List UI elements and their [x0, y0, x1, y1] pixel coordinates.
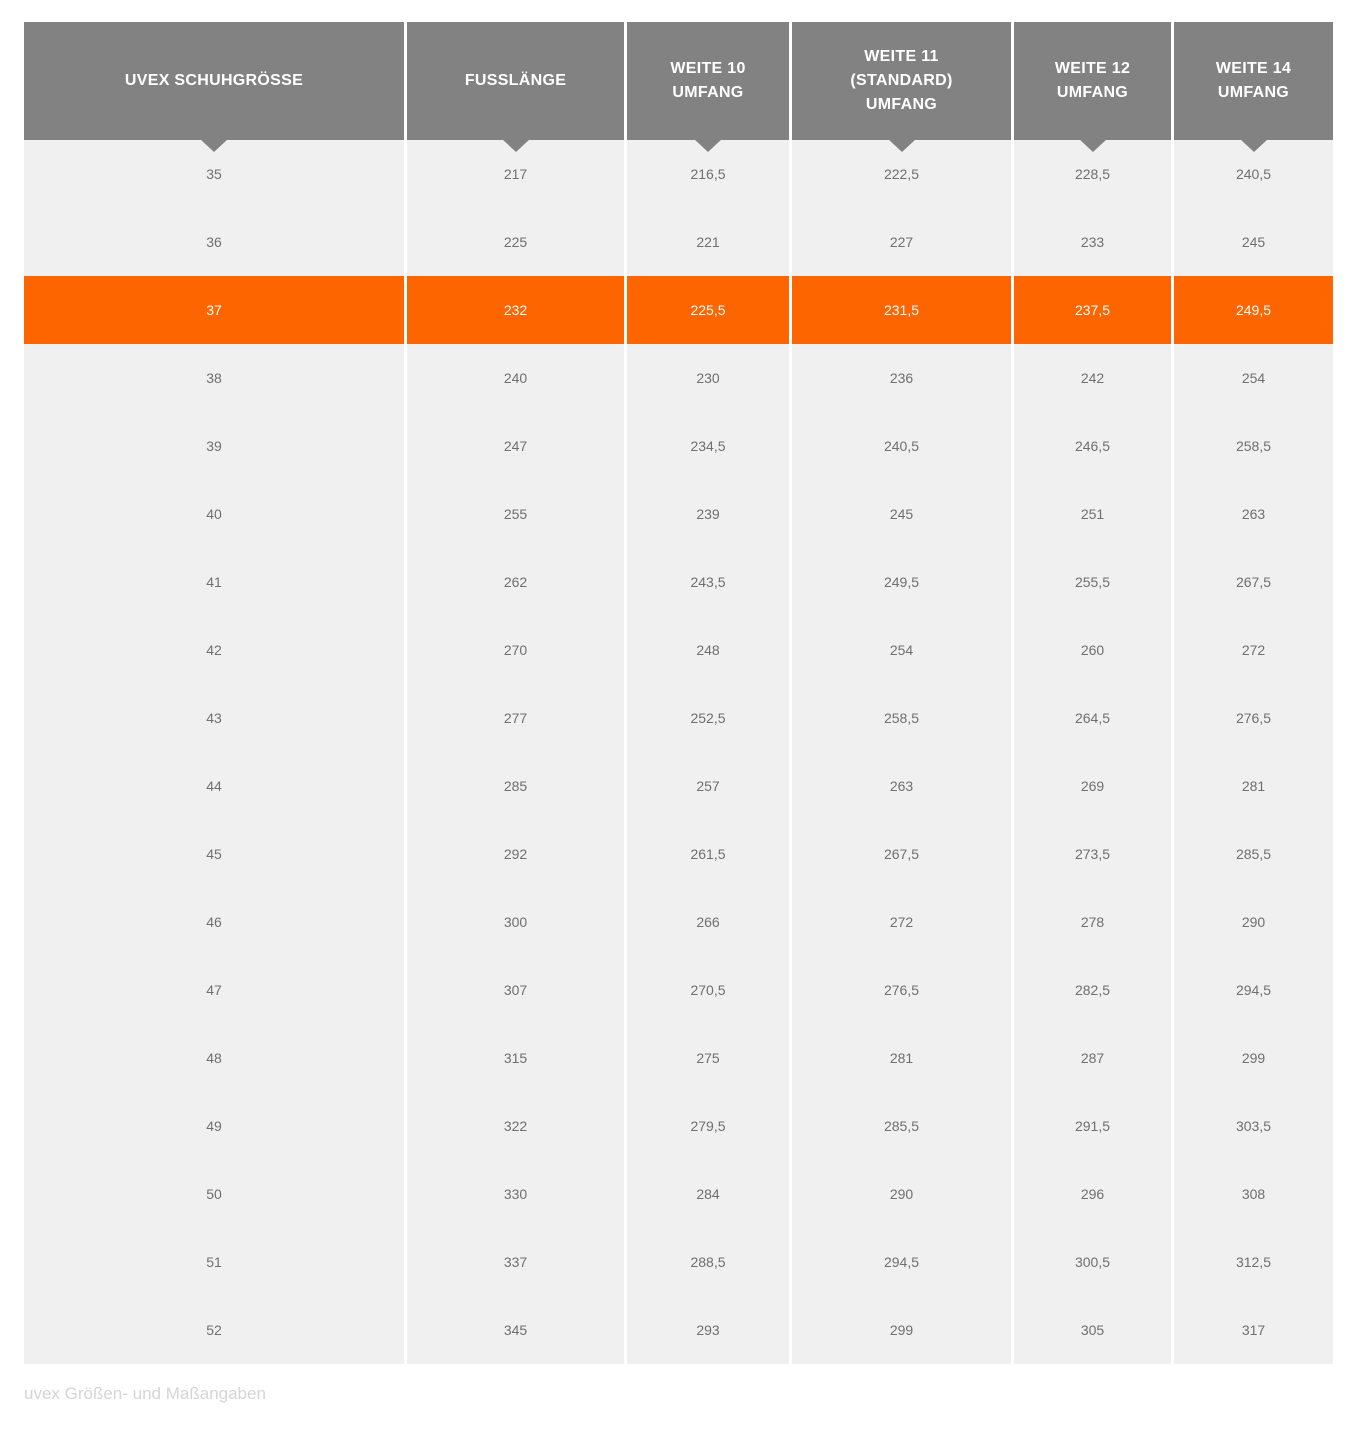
table-cell: 257 — [627, 752, 789, 820]
header-pointer-down-icon — [1079, 139, 1107, 152]
column-header-label-line: UMFANG — [865, 96, 938, 113]
table-cell: 247 — [407, 412, 624, 480]
column-header-uvex-schuhgroesse — [24, 22, 404, 140]
column-header-fusslaenge — [407, 22, 624, 140]
table-cell: 221 — [627, 208, 789, 276]
table-cell: 40 — [24, 480, 404, 548]
table-cell: 52 — [24, 1296, 404, 1364]
table-cell: 276,5 — [792, 956, 1011, 1024]
size-table — [24, 22, 1333, 1364]
table-cell: 258,5 — [1174, 412, 1333, 480]
table-cell: 270,5 — [627, 956, 789, 1024]
table-cell: 305 — [1014, 1296, 1171, 1364]
table-cell: 245 — [1174, 208, 1333, 276]
table-cell: 272 — [1174, 616, 1333, 684]
column-header-label: FUSSLÄNGE — [464, 72, 567, 89]
table-cell: 48 — [24, 1024, 404, 1092]
table-cell: 42 — [24, 616, 404, 684]
table-cell: 227 — [792, 208, 1011, 276]
table-cell: 216,5 — [627, 140, 789, 208]
table-cell: 272 — [792, 888, 1011, 956]
table-cell-highlighted: 249,5 — [1174, 276, 1333, 344]
column-header-label-line: WEITE 12 — [1054, 60, 1131, 77]
table-cell: 43 — [24, 684, 404, 752]
table-cell: 267,5 — [1174, 548, 1333, 616]
table-cell: 299 — [792, 1296, 1011, 1364]
table-cell: 294,5 — [792, 1228, 1011, 1296]
table-cell: 38 — [24, 344, 404, 412]
table-cell-highlighted: 37 — [24, 276, 404, 344]
column-header-label-line: UMFANG — [672, 84, 744, 101]
table-cell: 281 — [792, 1024, 1011, 1092]
table-cell: 279,5 — [627, 1092, 789, 1160]
table-cell: 39 — [24, 412, 404, 480]
table-cell: 248 — [627, 616, 789, 684]
table-cell: 290 — [1174, 888, 1333, 956]
header-pointer-down-icon — [888, 139, 916, 152]
table-cell: 293 — [627, 1296, 789, 1364]
table-cell: 266 — [627, 888, 789, 956]
table-cell-highlighted: 232 — [407, 276, 624, 344]
table-cell: 242 — [1014, 344, 1171, 412]
table-cell: 322 — [407, 1092, 624, 1160]
column-header-label-line: (STANDARD) — [850, 72, 953, 89]
table-cell: 50 — [24, 1160, 404, 1228]
table-cell: 285,5 — [1174, 820, 1333, 888]
table-cell: 251 — [1014, 480, 1171, 548]
header-pointer-down-icon — [1240, 139, 1268, 152]
table-cell: 312,5 — [1174, 1228, 1333, 1296]
header-pointer-down-icon — [694, 139, 722, 152]
table-cell: 261,5 — [627, 820, 789, 888]
table-cell: 300 — [407, 888, 624, 956]
table-cell: 284 — [627, 1160, 789, 1228]
table-cell: 236 — [792, 344, 1011, 412]
table-cell: 246,5 — [1014, 412, 1171, 480]
table-cell: 233 — [1014, 208, 1171, 276]
table-cell: 41 — [24, 548, 404, 616]
table-cell: 234,5 — [627, 412, 789, 480]
column-header-label-line: UMFANG — [1217, 84, 1290, 101]
table-cell: 275 — [627, 1024, 789, 1092]
table-cell: 287 — [1014, 1024, 1171, 1092]
table-caption: uvex Größen- und Maßangaben — [24, 1384, 266, 1403]
table-cell: 260 — [1014, 616, 1171, 684]
table-cell: 249,5 — [792, 548, 1011, 616]
column-header-weite-12-umfang — [1014, 22, 1171, 140]
table-cell: 240,5 — [1174, 140, 1333, 208]
table-cell: 222,5 — [792, 140, 1011, 208]
table-cell: 267,5 — [792, 820, 1011, 888]
table-cell: 35 — [24, 140, 404, 208]
table-cell: 317 — [1174, 1296, 1333, 1364]
column-header-weite-11-standard-umfang — [792, 22, 1011, 140]
table-cell: 49 — [24, 1092, 404, 1160]
column-header-label-line: WEITE 14 — [1215, 60, 1292, 77]
table-cell: 269 — [1014, 752, 1171, 820]
table-cell: 299 — [1174, 1024, 1333, 1092]
table-cell: 330 — [407, 1160, 624, 1228]
table-cell: 263 — [1174, 480, 1333, 548]
header-pointer-down-icon — [502, 139, 530, 152]
table-cell: 345 — [407, 1296, 624, 1364]
column-header-label-line: WEITE 10 — [670, 60, 746, 77]
table-cell: 47 — [24, 956, 404, 1024]
table-cell: 239 — [627, 480, 789, 548]
table-cell: 240 — [407, 344, 624, 412]
table-cell: 217 — [407, 140, 624, 208]
table-cell: 45 — [24, 820, 404, 888]
table-cell: 278 — [1014, 888, 1171, 956]
table-cell: 36 — [24, 208, 404, 276]
column-header-label: UVEX SCHUHGRÖSSE — [124, 72, 304, 89]
table-cell: 228,5 — [1014, 140, 1171, 208]
table-cell: 225 — [407, 208, 624, 276]
table-cell: 303,5 — [1174, 1092, 1333, 1160]
table-cell: 245 — [792, 480, 1011, 548]
table-cell: 277 — [407, 684, 624, 752]
table-cell: 308 — [1174, 1160, 1333, 1228]
table-cell-highlighted: 231,5 — [792, 276, 1011, 344]
column-header-label-line: WEITE 11 — [864, 48, 939, 65]
table-cell: 294,5 — [1174, 956, 1333, 1024]
table-cell: 252,5 — [627, 684, 789, 752]
column-header-weite-14-umfang — [1174, 22, 1333, 140]
table-cell: 315 — [407, 1024, 624, 1092]
table-cell: 258,5 — [792, 684, 1011, 752]
table-cell: 270 — [407, 616, 624, 684]
table-cell: 254 — [792, 616, 1011, 684]
table-cell: 292 — [407, 820, 624, 888]
table-cell: 291,5 — [1014, 1092, 1171, 1160]
table-cell: 288,5 — [627, 1228, 789, 1296]
header-pointer-down-icon — [200, 139, 228, 152]
table-cell: 44 — [24, 752, 404, 820]
table-cell: 255,5 — [1014, 548, 1171, 616]
table-cell: 282,5 — [1014, 956, 1171, 1024]
table-cell: 337 — [407, 1228, 624, 1296]
table-cell: 285 — [407, 752, 624, 820]
table-cell: 273,5 — [1014, 820, 1171, 888]
table-cell: 51 — [24, 1228, 404, 1296]
table-cell: 290 — [792, 1160, 1011, 1228]
table-cell: 240,5 — [792, 412, 1011, 480]
table-cell: 300,5 — [1014, 1228, 1171, 1296]
table-cell: 243,5 — [627, 548, 789, 616]
table-cell: 307 — [407, 956, 624, 1024]
table-cell: 254 — [1174, 344, 1333, 412]
table-cell: 285,5 — [792, 1092, 1011, 1160]
table-cell: 296 — [1014, 1160, 1171, 1228]
table-cell: 276,5 — [1174, 684, 1333, 752]
table-cell-highlighted: 237,5 — [1014, 276, 1171, 344]
table-cell: 262 — [407, 548, 624, 616]
column-header-label-line: UMFANG — [1056, 84, 1129, 101]
table-cell: 230 — [627, 344, 789, 412]
column-header-weite-10-umfang — [627, 22, 789, 140]
table-cell: 263 — [792, 752, 1011, 820]
table-cell: 281 — [1174, 752, 1333, 820]
table-cell: 46 — [24, 888, 404, 956]
table-cell-highlighted: 225,5 — [627, 276, 789, 344]
table-cell: 255 — [407, 480, 624, 548]
table-cell: 264,5 — [1014, 684, 1171, 752]
